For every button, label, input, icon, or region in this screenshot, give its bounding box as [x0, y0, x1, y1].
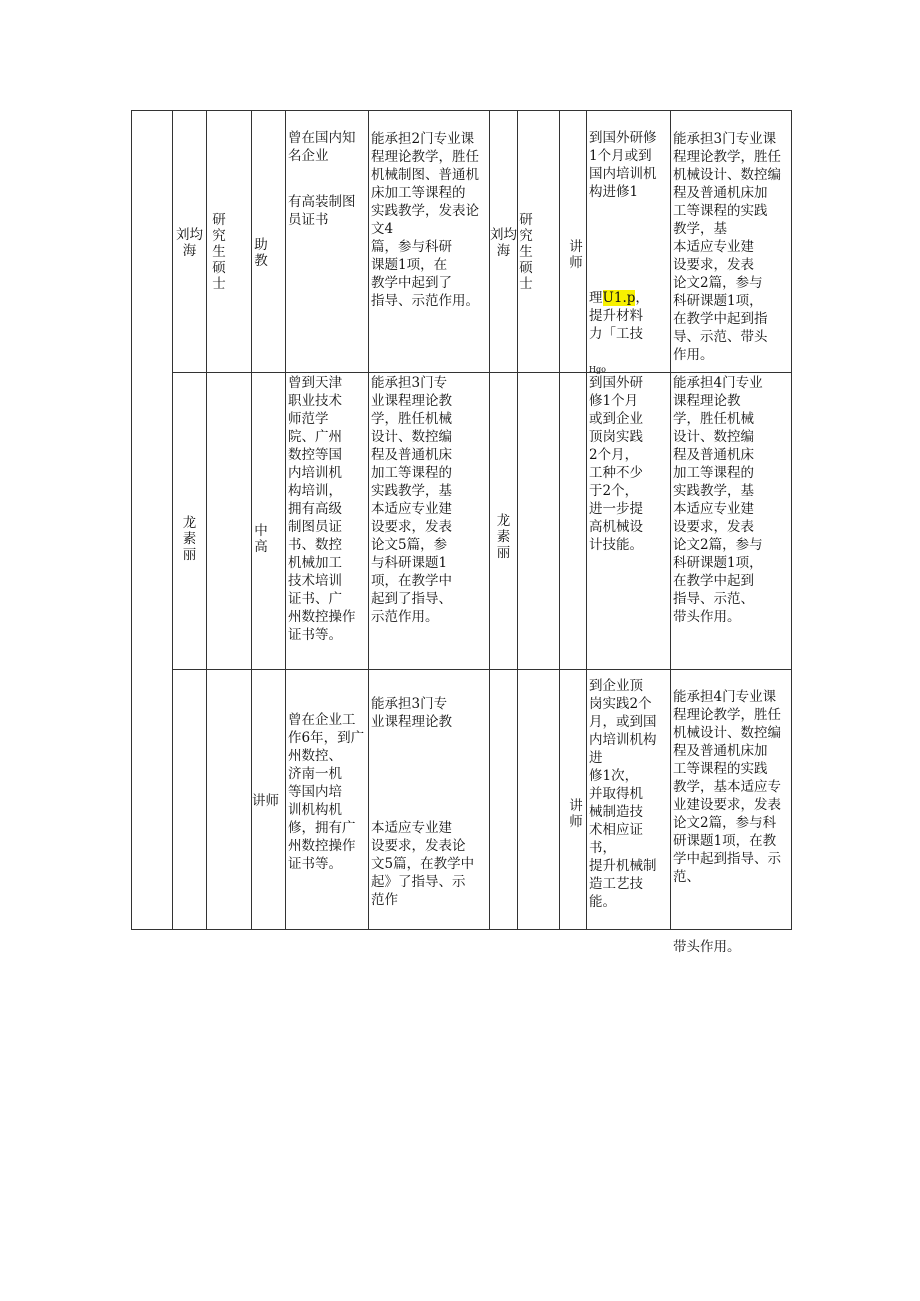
teacher-name-2: 龙素丽 [496, 513, 511, 561]
teacher-title-2: 讲师 [569, 798, 583, 830]
teacher-name: 龙素丽 [182, 515, 197, 563]
column-divider [368, 111, 369, 929]
current-ability: 能承担3门专 业课程理论教 本适应专业建 设要求，发表论 文5篇，在教学中 起》了指导、示 范作 [371, 696, 475, 908]
current-ability: 能承担3门专 业课程理论教 学，胜任机械 设计、数控编 程及普通机床 加工等课程的 实践教学，基 本适应专业建 设要求，发表 论文5篇，参 与科研课题1 项，在教学中 起到了指导、 示范作用。 [371, 375, 452, 625]
teacher-plan-table [131, 110, 792, 955]
row-divider [172, 372, 791, 373]
column-divider [670, 111, 671, 929]
teacher-name: 刘均海 [176, 227, 203, 259]
target-ability: 能承担3门专业课 程理论教学，胜任 机械设计、数控编 程及普通机床加 工等课程的实践 教学，基 本适应专业建 设要求，发表 论文2篇，参与 科研课题1项， 在教学中起到指 导、示范、带头 作用。 [673, 131, 781, 363]
teacher-title: 中高 [254, 523, 268, 555]
training-plan: 到国外研修 1个月或到 国内培训机 构进修1 理U1.p， 提升材料 力「工技 Hgo [589, 130, 657, 374]
target-ability: 能承担4门专业课 程理论教学，胜任 机械设计、数控编 程及普通机床加 工等课程的实践 教学，基本适应专 业建设要求，发表 论文2篇，参与科 研课题1项，在教 学中起到指导、示 范、 带头作用。 [673, 689, 781, 955]
teacher-title: 助教 [254, 237, 268, 269]
training-plan: 到企业顶 岗实践2个 月，或到国 内培训机构 进 修1次， 并取得机 械制造技 术相应证书， 提升机械制 造工艺技能。 [589, 678, 657, 910]
teacher-title-2: 讲师 [569, 239, 583, 271]
current-ability: 能承担2门专业课 程理论教学，胜任 机械制图、普通机 床加工等课程的 实践教学，发表论 文4 篇，参与科研 课题1项，在 教学中起到了 指导、示范作用。 [371, 131, 479, 309]
teacher-degree: 研究生硕士 [212, 212, 226, 292]
teacher-degree-2: 研究生硕士 [519, 212, 533, 292]
highlight-mark: U1.p [602, 290, 636, 306]
column-divider [559, 111, 560, 929]
teacher-experience: 曾在国内知 名企业 有高装制图 员证书 [288, 130, 356, 228]
teacher-experience: 曾在企业工 作6年，到广 州数控、 济南一机 等国内培 训机构机 修，拥有广 州数控操作 证书等。 [288, 712, 365, 872]
teacher-title: 讲师 [252, 793, 279, 809]
teacher-experience: 曾到天津 职业技术 师范学 院、广州 数控等国 内培训机 构培训， 拥有高级 制图员证 书、数控 机械加工 技术培训 证书、广 州数控操作 证书等。 [288, 375, 356, 643]
column-divider [586, 111, 587, 929]
training-plan: 到国外研 修1个月 或到企业 顶岗实践 2个月， 工种不少 于2个， 进一步提 高机械设 计技能。 [589, 375, 643, 553]
target-ability: 能承担4门专业 课程理论教 学，胜任机械 设计、数控编 程及普通机床 加工等课程的 实践教学，基 本适应专业建 设要求，发表 论文2篇，参与 科研课题1项， 在教学中起到 指导、示范、 带头作用。 [673, 375, 763, 625]
teacher-name-2: 刘均海 [490, 227, 517, 259]
